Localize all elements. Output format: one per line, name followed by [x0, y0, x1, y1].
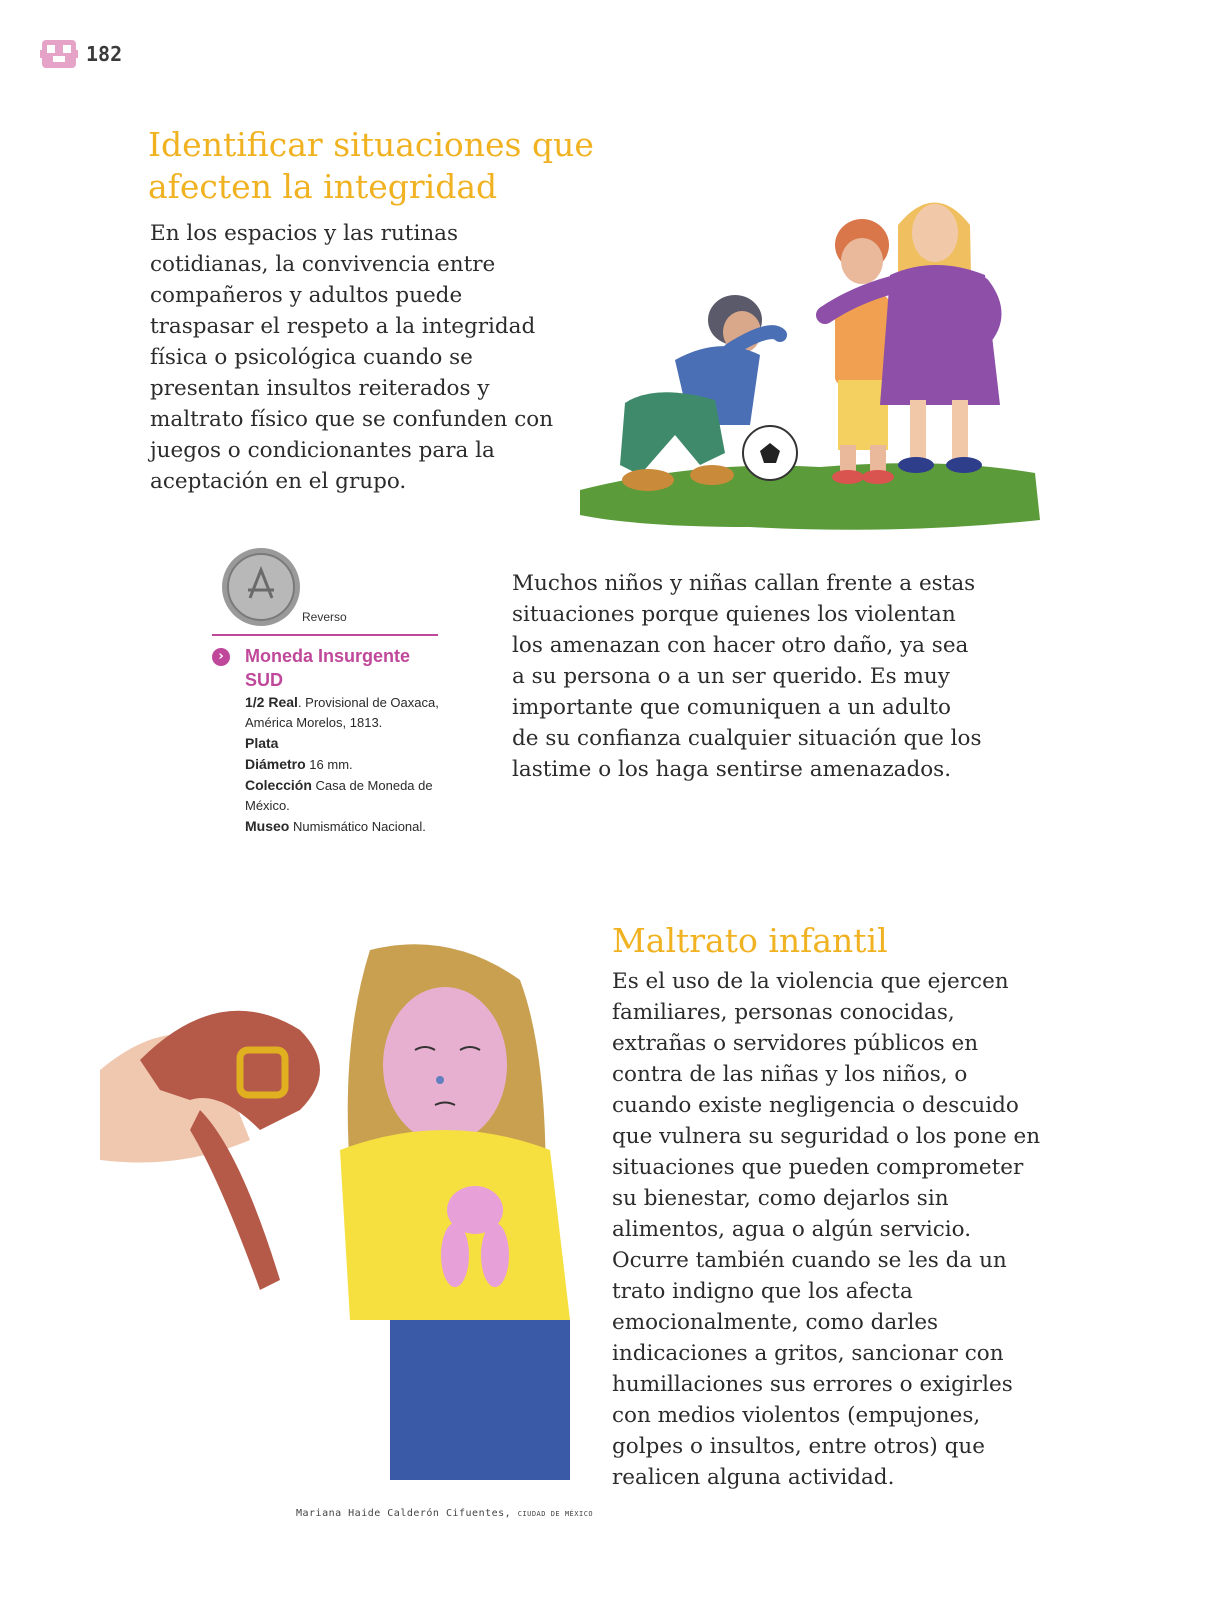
- children-bullying-illustration: [580, 175, 1045, 540]
- coin-museum: Museo Numismático Nacional.: [245, 818, 426, 834]
- coin-collection: Colección Casa de Moneda de México.: [245, 777, 433, 813]
- aztec-glyph-icon: [40, 36, 78, 72]
- coin-caption: Reverso: [302, 610, 347, 624]
- paragraph-maltrato: Es el uso de la violencia que ejercen familiares, personas conocidas, extrañas o servidores públicos en contra de las niñas y los niños, o cuando existe negligencia o descuido que vulnera su seguridad o los pone en situaciones que pueden comprometer su bienestar, como dejarlos sin alimentos, agua o algún servicio. Ocurre también cuando se les da un trato indigno que los afecta emocionalmente, como darles indicaciones a gritos, sancionar con humillaciones sus errores o exigirles con medios violentos (empujones, golpes o insultos, entre otros) que realicen alguna actividad.: [612, 969, 1041, 1490]
- paragraph-amenazas: Muchos niños y niñas callan frente a estas situaciones porque quienes los violentan los amenazan con hacer otro daño, ya sea a su persona o a un ser querido. Es muy importante que comuniquen a un adulto de su confianza cualquier situación que los lastime o los haga sentirse amenazados.: [512, 571, 982, 782]
- coin-info: [245, 644, 445, 837]
- page-header: [40, 36, 122, 72]
- coin-image: [220, 546, 302, 628]
- paragraph-integridad: En los espacios y las rutinas cotidianas, la convivencia entre compañeros y adultos puede traspasar el respeto a la integridad física o psicológica cuando se presentan insultos reiterados y maltrato físico que se confunden con juegos o condicionantes para la aceptación en el grupo.: [150, 221, 554, 494]
- section-title-integridad: Identificar situaciones que afecten la integridad: [148, 125, 594, 206]
- coin-diameter: Diámetro 16 mm.: [245, 756, 353, 772]
- girl-with-belt-illustration: [100, 940, 580, 1485]
- coin-divider: [212, 634, 438, 636]
- chevron-right-icon: ›: [212, 648, 230, 666]
- coin-title: Moneda Insurgente SUD: [245, 646, 411, 690]
- coin-denomination: 1/2 Real. Provisional de Oaxaca, América Morelos, 1813.: [245, 694, 439, 730]
- page-number: 182: [86, 42, 123, 66]
- coin-material: Plata: [245, 735, 279, 751]
- illustration-credit: Mariana Haide Calderón Cifuentes, CIUDAD DE MÉXICO: [296, 1508, 594, 1519]
- section-title-maltrato: Maltrato infantil: [612, 921, 888, 960]
